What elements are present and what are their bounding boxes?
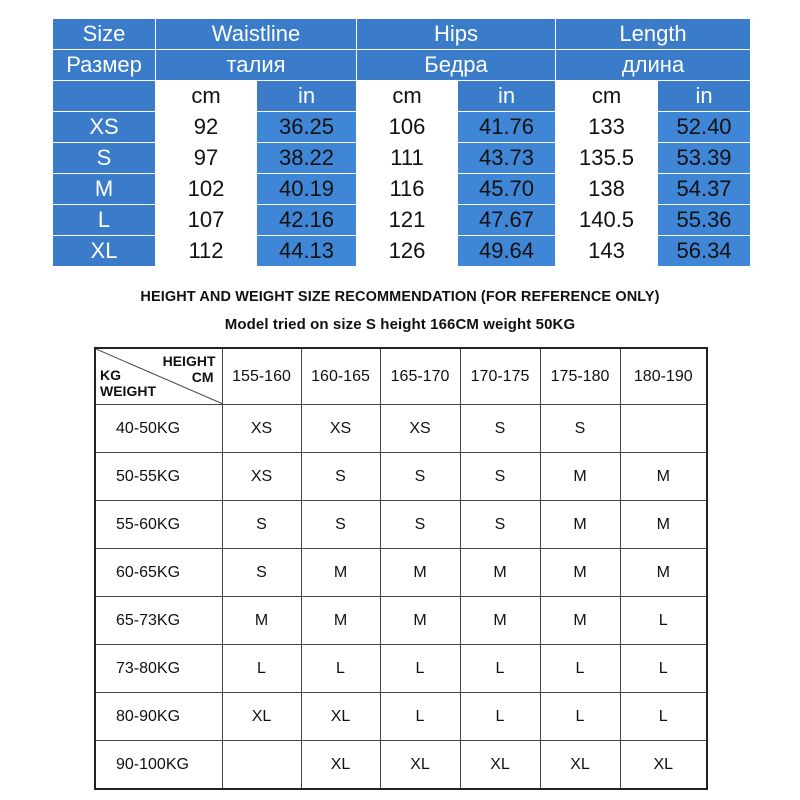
size-cell-length-cm: 138 <box>556 174 658 205</box>
size-recommendation-cell: XS <box>301 405 380 453</box>
height-header-cell: 175-180 <box>540 348 620 405</box>
size-recommendation-cell: M <box>540 501 620 549</box>
size-recommendation-cell: S <box>222 501 301 549</box>
size-chart-table <box>52 18 751 267</box>
size-recommendation-cell: M <box>380 549 460 597</box>
height-header-cell: 155-160 <box>222 348 301 405</box>
size-cell-waist-cm: 92 <box>156 112 257 143</box>
size-cell-hips-cm: 121 <box>357 205 458 236</box>
waist-unit-cm: cm <box>156 81 257 112</box>
weight-label-cell: 90-100KG <box>95 741 222 790</box>
size-recommendation-cell: L <box>380 693 460 741</box>
size-chart-unit-row <box>53 81 751 112</box>
size-recommendation-cell: M <box>301 597 380 645</box>
weight-row <box>95 741 707 790</box>
weight-row <box>95 453 707 501</box>
size-cell-waist-cm: 102 <box>156 174 257 205</box>
size-recommendation-cell: M <box>540 597 620 645</box>
recommendation-subtitle: Model tried on size S height 166CM weight 50KG <box>224 316 576 333</box>
weight-label-cell: 73-80KG <box>95 645 222 693</box>
size-cell-length-in: 54.37 <box>658 174 751 205</box>
size-recommendation-cell: M <box>620 501 707 549</box>
size-cell-hips-in: 49.64 <box>458 236 556 267</box>
size-recommendation-cell: M <box>460 597 540 645</box>
size-cell-length-cm: 135.5 <box>556 143 658 174</box>
size-cell-hips-cm: 126 <box>357 236 458 267</box>
size-recommendation-cell: M <box>540 453 620 501</box>
size-cell-length-cm: 140.5 <box>556 205 658 236</box>
size-recommendation-cell: XS <box>222 405 301 453</box>
size-cell-hips-in: 43.73 <box>458 143 556 174</box>
weight-label-cell: 65-73KG <box>95 597 222 645</box>
height-weight-body <box>95 348 707 789</box>
size-recommendation-cell <box>620 405 707 453</box>
height-header-cell: 160-165 <box>301 348 380 405</box>
size-cell-waist-in: 40.19 <box>257 174 357 205</box>
weight-label-cell: 60-65KG <box>95 549 222 597</box>
hips-unit-cm: cm <box>357 81 458 112</box>
size-row <box>53 143 751 174</box>
size-recommendation-cell: XL <box>301 693 380 741</box>
size-row <box>53 205 751 236</box>
size-recommendation-cell: S <box>460 405 540 453</box>
hips-header: Hips <box>357 19 556 50</box>
height-header-row <box>95 348 707 405</box>
size-recommendation-cell: S <box>460 453 540 501</box>
size-cell-waist-in: 42.16 <box>257 205 357 236</box>
size-recommendation-cell: M <box>620 549 707 597</box>
size-recommendation-cell: M <box>301 549 380 597</box>
size-cell-size: XL <box>53 236 156 267</box>
size-cell-waist-in: 44.13 <box>257 236 357 267</box>
size-cell-waist-cm: 112 <box>156 236 257 267</box>
corner-height-label: HEIGHT <box>162 353 216 369</box>
weight-row <box>95 693 707 741</box>
size-recommendation-cell: M <box>222 597 301 645</box>
size-recommendation-cell: L <box>301 645 380 693</box>
size-chart-body <box>53 112 751 267</box>
size-recommendation-cell: M <box>380 597 460 645</box>
weight-row <box>95 597 707 645</box>
corner-weight-label: WEIGHT <box>100 383 156 399</box>
height-header-cell: 165-170 <box>380 348 460 405</box>
size-recommendation-cell: XL <box>540 741 620 790</box>
length-header-ru: длина <box>556 50 751 81</box>
size-chart-header-row <box>53 19 751 50</box>
size-recommendation-cell: M <box>620 453 707 501</box>
size-cell-length-cm: 143 <box>556 236 658 267</box>
size-cell-size: S <box>53 143 156 174</box>
weight-row <box>95 549 707 597</box>
size-cell-length-in: 55.36 <box>658 205 751 236</box>
size-recommendation-cell: S <box>301 453 380 501</box>
size-cell-waist-in: 36.25 <box>257 112 357 143</box>
size-recommendation-cell: XL <box>460 741 540 790</box>
size-cell-hips-in: 41.76 <box>458 112 556 143</box>
size-recommendation-cell: XL <box>620 741 707 790</box>
size-cell-length-cm: 133 <box>556 112 658 143</box>
size-recommendation-cell: L <box>540 693 620 741</box>
waist-header: Waistline <box>156 19 357 50</box>
size-recommendation-cell: L <box>620 693 707 741</box>
size-recommendation-cell: XS <box>222 453 301 501</box>
recommendation-title: HEIGHT AND WEIGHT SIZE RECOMMENDATION (FOR REFERENCE ONLY) <box>140 289 660 305</box>
size-recommendation-cell: M <box>460 549 540 597</box>
corner-cell <box>95 348 222 405</box>
weight-label-cell: 80-90KG <box>95 693 222 741</box>
size-recommendation-cell: XL <box>380 741 460 790</box>
size-row <box>53 112 751 143</box>
size-recommendation-cell: XL <box>222 693 301 741</box>
waist-unit-in: in <box>257 81 357 112</box>
height-header-cell: 180-190 <box>620 348 707 405</box>
length-header: Length <box>556 19 751 50</box>
weight-label-cell: 40-50KG <box>95 405 222 453</box>
length-unit-cm: cm <box>556 81 658 112</box>
hips-unit-in: in <box>458 81 556 112</box>
size-cell-waist-in: 38.22 <box>257 143 357 174</box>
size-recommendation-cell: S <box>540 405 620 453</box>
size-recommendation-cell: S <box>380 453 460 501</box>
size-cell-hips-in: 45.70 <box>458 174 556 205</box>
length-unit-in: in <box>658 81 751 112</box>
size-cell-hips-cm: 111 <box>357 143 458 174</box>
size-cell-size: XS <box>53 112 156 143</box>
corner-cm-label: CM <box>191 369 214 385</box>
size-recommendation-cell: L <box>620 645 707 693</box>
unit-blank <box>53 81 156 112</box>
hips-header-ru: Бедра <box>357 50 556 81</box>
size-recommendation-cell: L <box>460 693 540 741</box>
size-recommendation-cell: L <box>380 645 460 693</box>
size-recommendation-cell: L <box>222 645 301 693</box>
size-cell-hips-cm: 116 <box>357 174 458 205</box>
size-header-ru: Размер <box>53 50 156 81</box>
size-row <box>53 174 751 205</box>
size-recommendation-cell: S <box>222 549 301 597</box>
size-recommendation-cell: L <box>540 645 620 693</box>
size-cell-waist-cm: 97 <box>156 143 257 174</box>
size-row <box>53 236 751 267</box>
weight-row <box>95 645 707 693</box>
size-recommendation-cell: L <box>620 597 707 645</box>
waist-header-ru: талия <box>156 50 357 81</box>
weight-row <box>95 501 707 549</box>
size-recommendation-cell: XS <box>380 405 460 453</box>
size-recommendation-cell: L <box>460 645 540 693</box>
size-cell-waist-cm: 107 <box>156 205 257 236</box>
size-cell-size: L <box>53 205 156 236</box>
size-recommendation-cell: S <box>380 501 460 549</box>
corner-kg-label: KG <box>100 367 121 383</box>
height-weight-table <box>94 347 708 790</box>
weight-row <box>95 405 707 453</box>
size-cell-length-in: 56.34 <box>658 236 751 267</box>
weight-label-cell: 50-55KG <box>95 453 222 501</box>
size-cell-size: M <box>53 174 156 205</box>
size-header: Size <box>53 19 156 50</box>
size-recommendation-cell: S <box>460 501 540 549</box>
size-cell-hips-in: 47.67 <box>458 205 556 236</box>
size-chart-header-ru-row <box>53 50 751 81</box>
size-recommendation-cell <box>222 741 301 790</box>
size-recommendation-cell: XL <box>301 741 380 790</box>
weight-label-cell: 55-60KG <box>95 501 222 549</box>
size-recommendation-cell: M <box>540 549 620 597</box>
size-cell-hips-cm: 106 <box>357 112 458 143</box>
size-cell-length-in: 52.40 <box>658 112 751 143</box>
size-recommendation-cell: S <box>301 501 380 549</box>
height-header-cell: 170-175 <box>460 348 540 405</box>
size-cell-length-in: 53.39 <box>658 143 751 174</box>
